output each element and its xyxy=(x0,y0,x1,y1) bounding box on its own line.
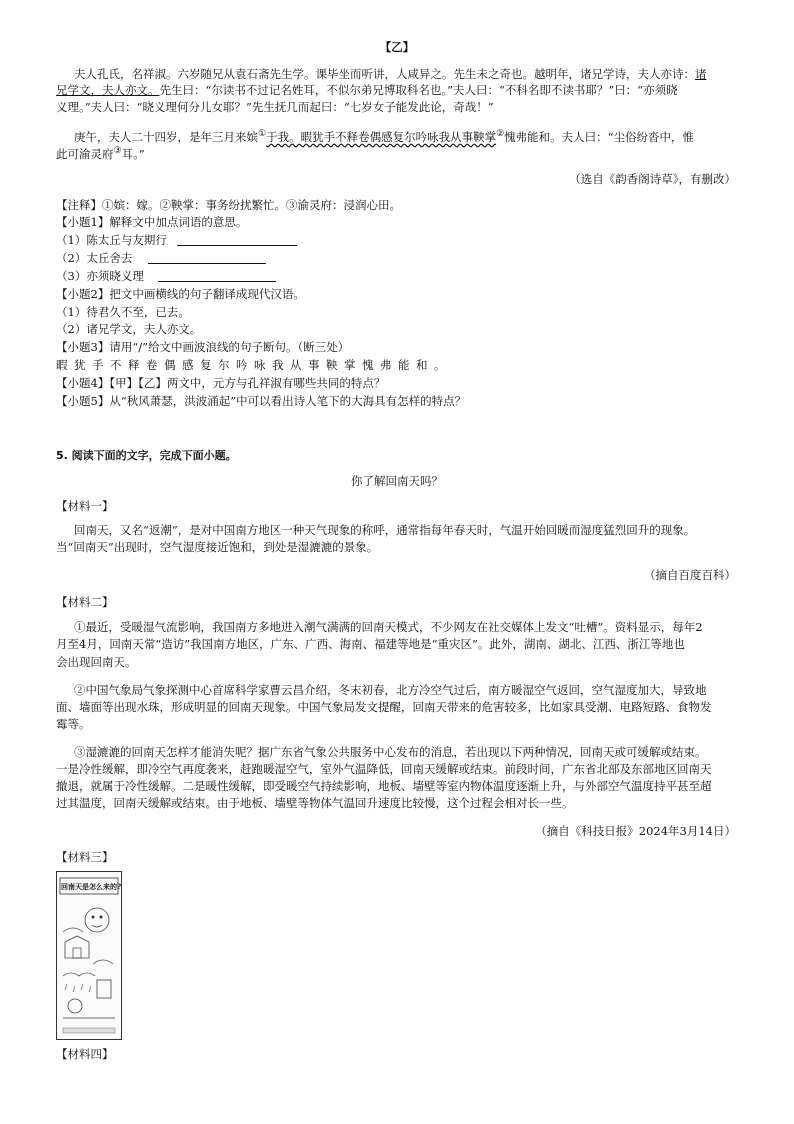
material-2-label: 【材料二】 xyxy=(56,595,114,609)
question-1-item: （3）亦须晓义理 xyxy=(56,268,276,284)
yi-paragraph-1-line-2: 兄学文，夫人亦文。先生曰：“尔读书不过记名姓耳，不似尔弟兄博取科名也。”夫人曰：“不科名即不读书耶？”曰：“亦须晓 xyxy=(56,83,678,97)
question-3-sentence: 暇犹手不释卷偶感复尔吟咏我从事鞅掌愧弗能和。 xyxy=(56,358,452,372)
source-citation: （摘自《科技日报》2024年3月14日） xyxy=(535,824,736,838)
question-1-item: （2）太丘舍去 xyxy=(56,250,266,266)
poster-title: 回南天是怎么来的? xyxy=(61,882,122,891)
question-2-item: （1）待君久不至，已去。 xyxy=(56,305,190,319)
material-1-line: 当“回南天”出现时，空气湿度接近饱和，到处是湿漉漉的景象。 xyxy=(56,540,379,554)
material-2-p1-line: 月至4月，回南天常“造访”我国南方地区，广东、广西、海南、福建等地是“重灾区”。此外，湖南、湖北、江西、浙江等地也 xyxy=(56,637,685,651)
material-2-p2-line: ②中国气象局气象探测中心首席科学家曹云昌介绍，冬末初春，北方冷空气过后，南方暖湿空气返回，空气湿度加大，导致地 xyxy=(74,683,707,697)
question-2: 【小题2】把文中画横线的句子翻译成现代汉语。 xyxy=(56,287,305,301)
underlined-sentence: 兄学文，夫人亦文。 xyxy=(56,83,160,97)
answer-blank[interactable] xyxy=(148,251,266,264)
answer-blank[interactable] xyxy=(158,269,276,282)
yi-paragraph-1-line-1: 夫人孔氏，名祥淑。六岁随兄从袁石斋先生学。课毕坐而听讲，人咸异之。先生未之奇也。越明年，诸兄学诗，夫人亦诗：诸 xyxy=(74,67,707,81)
question-5: 【小题5】从“秋风萧瑟，洪波涌起”中可以看出诗人笔下的大海具有怎样的特点？ xyxy=(56,394,467,408)
material-3-label: 【材料三】 xyxy=(56,850,114,864)
note-mark: ③ xyxy=(113,146,122,156)
material-2-p3-line: 过其温度，回南天缓解或结束。由于地板、墙壁等物体气温回升速度比较慢，这个过程会相对长一些。 xyxy=(56,796,574,810)
material-2-p3-line: 一是冷性缓解，即冷空气再度袭来，赶跑暖湿空气，室外气温降低，回南天缓解或结束。前段时间，广东省北部及东部地区回南天 xyxy=(56,762,712,776)
article-title: 你了解回南天吗？ xyxy=(351,474,443,488)
answer-blank[interactable] xyxy=(177,233,297,246)
material-4-label: 【材料四】 xyxy=(56,1047,114,1061)
section-5-heading: 5. 阅读下面的文字，完成下面小题。 xyxy=(56,449,237,462)
yi-heading: 【乙】 xyxy=(379,40,415,54)
material-2-p2-line: 霉等。 xyxy=(56,717,91,731)
question-1-item: （1）陈太丘与友期行 xyxy=(56,232,297,248)
notes: 【注释】①嫔：嫁。②鞅掌：事务纷扰繁忙。③渝灵府：浸润心田。 xyxy=(56,198,401,212)
question-2-item: （2）诸兄学文，夫人亦文。 xyxy=(56,322,202,336)
material-2-p1-line: 会出现回南天。 xyxy=(56,655,137,669)
material-1-label: 【材料一】 xyxy=(56,499,114,513)
wavy-sentence: 于我。暇犹手不释卷偶感复尔吟咏我从事鞅掌 xyxy=(266,129,497,144)
infographic-poster xyxy=(56,871,122,1040)
note-mark: ② xyxy=(496,129,505,139)
material-2-p3-line: ③湿漉漉的回南天怎样才能消失呢？据广东省气象公共服务中心发布的消息，若出现以下两种情况，回南天或可缓解或结束。 xyxy=(74,745,707,759)
cartoon-illustration xyxy=(57,872,121,1039)
material-1-line: 回南天，又名“返潮”，是对中国南方地区一种天气现象的称呼，通常指每年春天时，气温开始回暖而湿度猛烈回升的现象。 xyxy=(74,523,696,537)
source-citation: （选自《韵香阁诗草》，有删改） xyxy=(569,172,736,186)
material-2-p3-line: 撤退，就属于冷性缓解。二是暖性缓解，即受暖空气持续影响，地板、墙壁等室内物体温度逐渐上升，与外部空气温度持平甚至超 xyxy=(56,779,712,793)
yi-paragraph-1-line-3: 义理。”夫人曰：“晓义理何分儿女耶？”先生抚几而起曰：“七岁女子能发此论，奇哉！” xyxy=(56,100,494,114)
question-3: 【小题3】请用“/”给文中画波浪线的句子断句。（断三处） xyxy=(56,340,350,354)
material-2-p2-line: 面、墙面等出现水珠，形成明显的回南天现象。中国气象局发文提醒，回南天带来的危害较多，比如家具受潮、电路短路、食物发 xyxy=(56,700,712,714)
material-2-p1-line: ①最近，受暖湿气流影响，我国南方多地进入潮气满满的回南天模式，不少网友在社交媒体上发文“吐槽”。资料显示，每年2 xyxy=(74,620,703,634)
note-mark: ① xyxy=(258,129,267,139)
question-1: 【小题1】解释文中加点词语的意思。 xyxy=(56,215,248,229)
question-4: 【小题4】【甲】【乙】两文中，元方与孔祥淑有哪些共同的特点？ xyxy=(56,376,386,390)
yi-paragraph-2-line-2: 此可渝灵府③耳。” xyxy=(56,146,145,161)
yi-paragraph-2-line-1: 庚午，夫人二十四岁，是年三月来嫔①于我。暇犹手不释卷偶感复尔吟咏我从事鞅掌②愧弗能和。夫人曰：“尘俗纷沓中，惟 xyxy=(74,129,695,144)
source-citation: （摘自百度百科） xyxy=(644,568,736,582)
